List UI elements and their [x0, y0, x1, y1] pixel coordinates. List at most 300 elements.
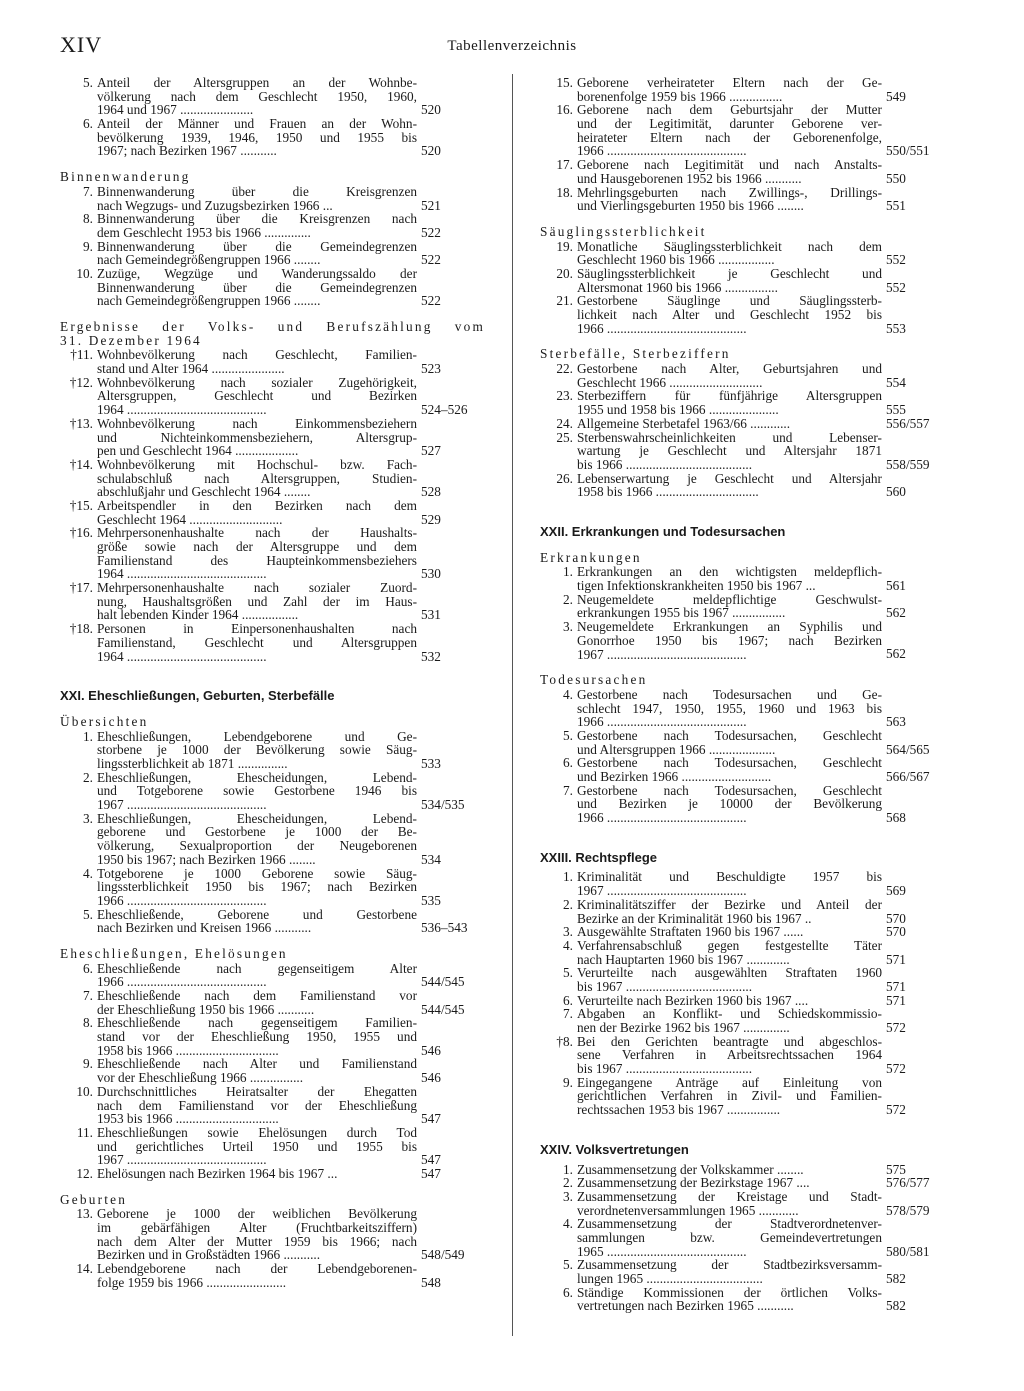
toc-entry — [60, 812, 485, 867]
entry-number: 12. — [76, 1165, 93, 1181]
toc-entry — [60, 867, 485, 908]
entry-page-ref: 564/565 — [886, 741, 930, 757]
toc-entry — [540, 103, 950, 158]
entry-title-line: geborene und Gestorbene je 1000 der Be- — [97, 824, 417, 840]
entry-page-ref: 571 — [886, 978, 906, 994]
entry-page-ref: 548 — [421, 1274, 441, 1290]
toc-entry — [60, 499, 485, 526]
entry-title-line: Erkrankungen an den wichtigsten meldepflich- — [577, 564, 882, 580]
entry-page-ref: 568 — [886, 810, 906, 826]
entry-page-ref: 534 — [421, 851, 441, 867]
entry-number: 1. — [83, 728, 93, 744]
entry-title-line: 1953 bis 1966 ............................... — [97, 1111, 279, 1127]
entry-title-line: Geborene je 1000 der weiblichen Bevölkerung — [97, 1206, 417, 1222]
entry-number: 8. — [83, 211, 93, 227]
chapter-heading: XXII. Erkrankungen und Todesursachen — [540, 523, 786, 539]
entry-title-line: Zusammensetzung der Stadtverordnetenver- — [577, 1216, 882, 1232]
toc-entry — [540, 240, 950, 267]
entry-number: 7. — [563, 782, 573, 798]
entry-page-ref: 572 — [886, 1102, 906, 1118]
entry-page-ref: 550 — [886, 170, 906, 186]
entry-title-line: 1958 bis 1966 ............................... — [577, 484, 759, 500]
entry-title-line: und Altersgruppen 1966 .................... — [577, 741, 776, 757]
entry-page-ref: 550/551 — [886, 143, 930, 159]
toc-entry — [60, 730, 485, 771]
entry-page-ref: 533 — [421, 756, 441, 771]
entry-title-line: 1966 .......................................... — [97, 974, 267, 990]
entry-page-ref: 582 — [886, 1271, 906, 1287]
entry-number: 7. — [83, 183, 93, 199]
entry-title-line: bevölkerung 1939, 1946, 1950 und 1955 bis — [97, 129, 417, 145]
entry-title-line: Gestorbene nach Todesursachen, Geschlecht — [577, 782, 882, 798]
toc-entry — [60, 185, 485, 212]
entry-number: 17. — [556, 157, 573, 173]
toc-entry — [540, 784, 950, 825]
entry-title-line: Bezirke an der Kriminalität 1960 bis 1967 .. — [577, 910, 812, 926]
entry-number: 6. — [563, 992, 573, 1008]
entry-page-ref: 570 — [886, 910, 906, 926]
toc-entry — [540, 729, 950, 756]
entry-title-line: Ständige Kommissionen der örtlichen Volks- — [577, 1284, 882, 1300]
entry-page-ref: 571 — [886, 992, 906, 1008]
entry-number: 2. — [563, 896, 573, 912]
toc-entry — [540, 1258, 950, 1285]
subheading-line: Übersichten — [60, 713, 149, 729]
entry-title-line: nach Hauptarten 1960 bis 1967 ............. — [577, 951, 790, 967]
entry-title-line: Verurteilte nach Bezirken 1960 bis 1967 .... — [577, 992, 809, 1008]
entry-title-line: 1964 .......................................... — [97, 566, 267, 582]
entry-title-line: Mehrpersonenhaushalte nach sozialer Zuord- — [97, 580, 417, 596]
entry-page-ref: 548/549 — [421, 1247, 465, 1263]
entry-title-line: halt lebenden Kinder 1964 ................. — [97, 607, 299, 623]
entry-title-line: 1967 .......................................... — [97, 1152, 267, 1168]
entry-title-line: Eheschließende nach Alter und Familienstand — [97, 1056, 417, 1072]
entry-page-ref: 558/559 — [886, 456, 930, 472]
section-subheading — [60, 715, 485, 729]
entry-number: †15. — [69, 497, 93, 513]
entry-title-line: Eheschließungen, Ehescheidungen, Lebend- — [97, 810, 417, 826]
toc-entry — [540, 593, 950, 620]
entry-number: 6. — [563, 755, 573, 771]
toc-entry — [540, 1007, 950, 1034]
entry-title-line: nach dem Alter der Mutter 1959 bis 1966; nach — [97, 1233, 417, 1249]
toc-entry — [60, 212, 485, 239]
entry-page-ref: 522 — [421, 293, 441, 309]
entry-title-line: völkerung, Sexualproportion der Neugeborenen — [97, 838, 417, 854]
entry-title-line: Verfahrensabschluß gegen festgestellte Täter — [577, 937, 882, 953]
entry-title-line: Lebenserwartung je Geschlecht und Altersjahr — [577, 470, 882, 486]
entry-title-line: stand vor der Eheschließung 1950, 1955 und — [97, 1029, 417, 1045]
toc-entry — [540, 1035, 950, 1076]
toc-entry — [60, 962, 485, 989]
entry-title-line: Altersmonat 1960 bis 1966 ................ — [577, 279, 778, 295]
entry-page-ref: 546 — [421, 1070, 441, 1086]
toc-entry — [60, 1085, 485, 1126]
subheading-line: Säuglingssterblichkeit — [540, 223, 707, 239]
entry-title-line: Wohnbevölkerung nach Einkommensbeziehern — [97, 415, 417, 431]
entry-page-ref: 572 — [886, 1061, 906, 1077]
entry-title-line: Eheschließungen, Ehescheidungen, Lebend- — [97, 769, 417, 785]
entry-title-line: Gonorrhoe 1950 bis 1967; nach Bezirken — [577, 632, 882, 648]
toc-entry — [540, 431, 950, 472]
entry-title-line: schulabschluß nach Altersgruppen, Studien- — [97, 470, 417, 486]
entry-title-line: Personen in Einpersonenhaushalten nach — [97, 621, 417, 637]
entry-title-line: 1966 .......................................... — [97, 892, 267, 908]
toc-entry — [60, 908, 485, 935]
subheading-line: Eheschließungen, Ehelösungen — [60, 945, 288, 961]
entry-number: 2. — [563, 1175, 573, 1191]
entry-title-line: Eheschließungen, Lebendgeborene und Ge- — [97, 728, 417, 744]
entry-title-line: Zusammensetzung der Bezirkstage 1967 .... — [577, 1175, 810, 1191]
entry-page-ref: 551 — [886, 198, 906, 214]
section-subheading — [540, 347, 950, 361]
entry-title-line: Monatliche Säuglingssterblichkeit nach dem — [577, 238, 882, 254]
entry-number: 14. — [76, 1261, 93, 1277]
entry-number: 4. — [563, 1216, 573, 1232]
subheading-line: Todesursachen — [540, 672, 648, 688]
entry-title-line: nach Bezirken und Kreisen 1966 ........... — [97, 920, 312, 936]
entry-title-line: Mehrlingsgeburten nach Zwillings-, Drillings- — [577, 184, 882, 200]
toc-entry — [540, 362, 950, 389]
entry-number: †14. — [69, 456, 93, 472]
entry-number: 9. — [83, 1056, 93, 1072]
entry-title-line: sammlungen bzw. Gemeindevertretungen — [577, 1229, 882, 1245]
toc-entry — [60, 1016, 485, 1057]
toc-entry — [540, 939, 950, 966]
toc-entry — [540, 898, 950, 925]
entry-page-ref: 529 — [421, 511, 441, 527]
entry-title-line: folge 1959 bis 1966 ........................ — [97, 1274, 287, 1290]
entry-title-line: bis 1967 ...................................... — [577, 1061, 753, 1077]
entry-number: 4. — [563, 937, 573, 953]
entry-title-line: lichkeit nach Alter und Geschlecht 1952 bis — [577, 307, 882, 323]
entry-title-line: Arbeitspendler in den Bezirken nach dem — [97, 497, 417, 513]
entry-title-line: Eheschließungen sowie Ehelösungen durch Tod — [97, 1124, 417, 1140]
entry-title-line: sene Verfahren in Arbeitsrechtssachen 1964 — [577, 1047, 882, 1063]
entry-title-line: Ausgewählte Straftaten 1960 bis 1967 ...... — [577, 924, 804, 940]
entry-number: 1. — [563, 564, 573, 580]
entry-number: 1. — [563, 869, 573, 885]
entry-number: 10. — [76, 1083, 93, 1099]
entry-title-line: Geborene verheirateter Eltern nach der Ge- — [577, 75, 882, 90]
entry-title-line: Eheschließende nach dem Familienstand vor — [97, 988, 417, 1004]
entry-number: 6. — [83, 116, 93, 132]
entry-number: 5. — [83, 75, 93, 90]
entry-title-line: Wohnbevölkerung nach sozialer Zugehörigkeit, — [97, 374, 417, 390]
entry-page-ref: 536–543 — [421, 920, 468, 936]
entry-number: 24. — [556, 415, 573, 431]
entry-number: 16. — [556, 102, 573, 118]
toc-entry — [60, 458, 485, 499]
entry-number: 13. — [76, 1206, 93, 1222]
entry-number: 4. — [563, 686, 573, 702]
entry-number: 6. — [83, 960, 93, 976]
entry-page-ref: 535 — [421, 892, 441, 908]
entry-page-ref: 522 — [421, 224, 441, 240]
toc-entry — [540, 565, 950, 592]
toc-entry — [60, 348, 485, 375]
entry-title-line: und Bezirken 1966 ........................... — [577, 769, 772, 785]
section-subheading — [540, 673, 950, 687]
toc-entry — [60, 376, 485, 417]
entry-number: †18. — [69, 621, 93, 637]
toc-entry — [540, 870, 950, 897]
entry-number: 15. — [556, 75, 573, 90]
section-subheading — [60, 1193, 485, 1207]
entry-number: 10. — [76, 265, 93, 281]
entry-title-line: nach Gemeindegrößengruppen 1966 ........ — [97, 293, 321, 309]
entry-page-ref: 571 — [886, 951, 906, 967]
entry-number: †16. — [69, 525, 93, 541]
entry-number: 6. — [563, 1284, 573, 1300]
entry-title-line: nen der Bezirke 1962 bis 1967 .............. — [577, 1020, 790, 1036]
entry-title-line: Eingegangene Anträge auf Einleitung von — [577, 1074, 882, 1090]
section-subheading — [540, 551, 950, 565]
entry-page-ref: 552 — [886, 279, 906, 295]
toc-entry — [60, 1262, 485, 1289]
section-subheading — [60, 170, 485, 184]
toc-entry — [540, 688, 950, 729]
entry-number: 3. — [563, 619, 573, 635]
entry-title-line: verordnetenversammlungen 1965 ............ — [577, 1202, 799, 1218]
entry-number: 18. — [556, 184, 573, 200]
entry-number: 4. — [83, 865, 93, 881]
entry-title-line: und Bezirken je 10000 der Bevölkerung — [577, 796, 882, 812]
entry-title-line: Geborene nach Legitimität und nach Anstalts- — [577, 157, 882, 173]
entry-page-ref: 566/567 — [886, 769, 930, 784]
entry-title-line: rechtssachen 1953 bis 1967 ................ — [577, 1102, 781, 1118]
toc-entry — [540, 925, 950, 939]
entry-page-ref: 572 — [886, 1020, 906, 1036]
entry-title-line: und Nichteinkommensbeziehern, Altersgrup- — [97, 429, 417, 445]
toc-entry — [540, 1163, 950, 1177]
toc-entry — [540, 389, 950, 416]
subheading-line: 31. Dezember 1964 — [60, 332, 202, 348]
entry-page-ref: 534/535 — [421, 797, 465, 813]
entry-page-ref: 549 — [886, 88, 906, 104]
entry-title-line: erkrankungen 1955 bis 1967 ................ — [577, 605, 786, 621]
entry-title-line: Verurteilte nach ausgewählten Straftaten 1960 — [577, 965, 882, 981]
entry-title-line: Binnenwanderung über die Kreisgrenzen — [97, 183, 417, 199]
entry-page-ref: 521 — [421, 197, 441, 213]
entry-title-line: Binnenwanderung über die Kreisgrenzen nach — [97, 211, 417, 227]
entry-page-ref: 520 — [421, 102, 441, 118]
entry-title-line: 1950 bis 1967; nach Bezirken 1966 ........ — [97, 851, 316, 867]
entry-number: 1. — [563, 1161, 573, 1177]
entry-title-line: Geborene nach dem Geburtsjahr der Mutter — [577, 102, 882, 118]
toc-entry — [540, 620, 950, 661]
right-column — [540, 76, 950, 1313]
entry-page-ref: 554 — [886, 374, 906, 390]
entry-title-line: 1965 .......................................... — [577, 1243, 747, 1259]
entry-number: 8. — [83, 1015, 93, 1031]
entry-title-line: Durchschnittliches Heiratsalter der Ehegatten — [97, 1083, 417, 1099]
entry-title-line: schlecht 1947, 1950, 1955, 1960 und 1963 bis — [577, 700, 882, 716]
entry-title-line: Familienstand des Haupteinkommensbeziehers — [97, 552, 417, 568]
entry-title-line: Allgemeine Sterbetafel 1963/66 ............ — [577, 415, 791, 431]
entry-title-line: Kriminalitätsziffer der Bezirke und Anteil der — [577, 896, 882, 912]
toc-entry — [540, 294, 950, 335]
entry-number: 21. — [556, 293, 573, 309]
toc-entry — [540, 76, 950, 103]
entry-title-line: Wohnbevölkerung mit Hochschul- bzw. Fach- — [97, 456, 417, 472]
entry-title-line: 1964 und 1967 ...................... — [97, 102, 254, 118]
entry-page-ref: 555 — [886, 402, 906, 418]
entry-page-ref: 563 — [886, 714, 906, 730]
entry-title-line: und gerichtliches Urteil 1950 und 1955 bis — [97, 1138, 417, 1154]
entry-title-line: 1966 .......................................... — [577, 320, 747, 336]
entry-title-line: Wohnbevölkerung nach Geschlecht, Familien- — [97, 347, 417, 363]
entry-number: †12. — [69, 374, 93, 390]
toc-entry — [60, 1126, 485, 1167]
entry-title-line: Anteil der Männer und Frauen an der Wohn- — [97, 116, 417, 132]
entry-title-line: Ehelösungen nach Bezirken 1964 bis 1967 ... — [97, 1165, 338, 1181]
entry-page-ref: 570 — [886, 924, 906, 940]
entry-title-line: 1958 bis 1966 ............................... — [97, 1042, 279, 1058]
toc-entry — [540, 472, 950, 499]
entry-title-line: und Totgeborene sowie Gestorbene 1946 bis — [97, 783, 417, 799]
entry-number: 3. — [83, 810, 93, 826]
entry-title-line: Anteil der Altersgruppen an der Wohnbe- — [97, 75, 417, 90]
entry-page-ref: 544/545 — [421, 974, 465, 990]
subheading-line: Geburten — [60, 1191, 128, 1207]
entry-title-line: 1966 .......................................... — [577, 810, 747, 826]
entry-page-ref: 523 — [421, 361, 441, 377]
entry-page-ref: 562 — [886, 605, 906, 621]
entry-number: 5. — [83, 906, 93, 922]
entry-page-ref: 524–526 — [421, 402, 468, 418]
entry-title-line: lungen 1965 ................................... — [577, 1271, 763, 1287]
toc-entry — [540, 186, 950, 213]
entry-title-line: und Vierlingsgeburten 1950 bis 1966 ........ — [577, 198, 804, 214]
page-header — [60, 32, 964, 62]
entry-title-line: borenenfolge 1959 bis 1966 ................ — [577, 88, 783, 104]
entry-page-ref: 547 — [421, 1165, 441, 1181]
entry-page-ref: 561 — [886, 578, 906, 594]
entry-title-line: und Hausgeborenen 1952 bis 1966 ........... — [577, 170, 802, 186]
entry-number: 3. — [563, 1188, 573, 1204]
entry-title-line: Lebendgeborene nach der Lebendgeborenen- — [97, 1261, 417, 1277]
entry-title-line: Mehrpersonenhaushalte nach der Haushalts- — [97, 525, 417, 541]
entry-page-ref: 580/581 — [886, 1243, 930, 1259]
entry-title-line: 1967 .......................................... — [577, 646, 747, 662]
entry-title-line: bis 1966 ...................................... — [577, 456, 753, 472]
entry-page-ref: 578/579 — [886, 1202, 930, 1218]
toc-entry — [540, 994, 950, 1008]
toc-entry — [540, 158, 950, 185]
toc-entry — [60, 240, 485, 267]
entry-number: 11. — [76, 1124, 93, 1140]
entry-title-line: Bezirken und in Großstädten 1966 ........... — [97, 1247, 321, 1263]
entry-title-line: Gestorbene nach Alter, Geburtsjahren und — [577, 361, 882, 377]
entry-title-line: Gestorbene nach Todesursachen, Geschlecht — [577, 755, 882, 771]
entry-number: 7. — [83, 988, 93, 1004]
entry-number: 20. — [556, 265, 573, 281]
toc-entry — [540, 1176, 950, 1190]
toc-entry — [540, 1190, 950, 1217]
entry-title-line: völkerung nach dem Geschlecht 1950, 1960, — [97, 88, 417, 104]
toc-entry — [540, 1076, 950, 1117]
entry-page-ref: 532 — [421, 648, 441, 664]
entry-title-line: gerichtlichen Verfahren in Zivil- und Familien- — [577, 1088, 882, 1104]
entry-number: 5. — [563, 727, 573, 743]
entry-title-line: Geschlecht 1960 bis 1966 ................. — [577, 252, 775, 268]
entry-number: 9. — [83, 238, 93, 254]
toc-entry — [540, 966, 950, 993]
entry-number: 19. — [556, 238, 573, 254]
toc-entry — [540, 756, 950, 783]
entry-title-line: 1955 und 1958 bis 1966 ..................... — [577, 402, 779, 418]
entry-title-line: Neugemeldete meldepflichtige Geschwulst- — [577, 591, 882, 607]
entry-title-line: 1967; nach Bezirken 1967 ........... — [97, 143, 277, 159]
entry-title-line: Eheschließende nach gegenseitigem Familien- — [97, 1015, 417, 1031]
entry-title-line: Zuzüge, Wegzüge und Wanderungssaldo der — [97, 265, 417, 281]
entry-number: †17. — [69, 580, 93, 596]
entry-number: 5. — [563, 965, 573, 981]
left-column — [60, 76, 485, 1289]
chapter-heading: XXI. Eheschließungen, Geburten, Sterbefälle — [60, 688, 335, 704]
entry-title-line: größe sowie nach der Altersgruppe und dem — [97, 539, 417, 555]
entry-title-line: nach dem Familienstand vor der Eheschließung — [97, 1097, 417, 1113]
entry-title-line: Eheschließende nach gegenseitigem Alter — [97, 960, 417, 976]
running-title: Tabellenverzeichnis — [447, 38, 577, 54]
toc-entry — [60, 771, 485, 812]
entry-number: †11. — [70, 347, 93, 363]
entry-page-ref: 556/557 — [886, 415, 930, 431]
entry-title-line: und der Legitimität, darunter Geborene ver- — [577, 116, 882, 132]
entry-number: 3. — [563, 924, 573, 940]
chapter-heading: XXIV. Volksvertretungen — [540, 1141, 689, 1157]
entry-page-ref: 552 — [886, 252, 906, 268]
subheading-line: Sterbefälle, Sterbeziffern — [540, 346, 731, 362]
entry-number: 25. — [556, 429, 573, 445]
entry-page-ref: 547 — [421, 1152, 441, 1168]
entry-title-line: vertretungen nach Bezirken 1965 ........... — [577, 1298, 794, 1314]
entry-number: 7. — [563, 1006, 573, 1022]
entry-title-line: Bei den Gerichten beantragte und abgeschlos- — [577, 1033, 882, 1049]
toc-entry — [540, 1286, 950, 1313]
entry-page-ref: 544/545 — [421, 1001, 465, 1017]
entry-page-ref: 582 — [886, 1298, 906, 1314]
entry-title-line: Zusammensetzung der Stadtbezirksversamm- — [577, 1257, 882, 1273]
toc-entry — [540, 417, 950, 431]
entry-number: 5. — [563, 1257, 573, 1273]
page-number: XIV — [60, 32, 103, 57]
entry-title-line: Altersgruppen, Geschlecht und Bezirken — [97, 388, 417, 404]
entry-title-line: 1966 .......................................... — [577, 714, 747, 730]
toc-entry — [540, 1217, 950, 1258]
entry-title-line: Familienstand, Geschlecht und Altersgruppen — [97, 634, 417, 650]
entry-title-line: wartung je Geschlecht und Altersjahr 1871 — [577, 443, 882, 459]
toc-entry — [60, 1207, 485, 1262]
section-subheading — [60, 947, 485, 961]
entry-title-line: 1964 .......................................... — [97, 648, 267, 664]
toc-entry — [60, 1057, 485, 1084]
entry-title-line: nach Gemeindegrößengruppen 1966 ........ — [97, 252, 321, 268]
toc-entry — [60, 622, 485, 663]
entry-title-line: Geschlecht 1964 ............................ — [97, 511, 283, 527]
entry-title-line: nach Wegzugs- und Zuzugsbezirken 1966 ... — [97, 197, 333, 213]
entry-title-line: Gestorbene Säuglinge und Säuglingssterb- — [577, 293, 882, 309]
entry-number: 2. — [83, 769, 93, 785]
entry-page-ref: 562 — [886, 646, 906, 662]
entry-title-line: im gebärfähigen Alter (Fruchtbarkeitsziffern) — [97, 1220, 417, 1236]
toc-entry — [540, 267, 950, 294]
entry-title-line: Zusammensetzung der Kreistage und Stadt- — [577, 1188, 882, 1204]
entry-title-line: Gestorbene nach Todesursachen, Geschlecht — [577, 727, 882, 743]
entry-title-line: pen und Geschlecht 1964 ................... — [97, 443, 299, 459]
entry-page-ref: 569 — [886, 883, 906, 899]
